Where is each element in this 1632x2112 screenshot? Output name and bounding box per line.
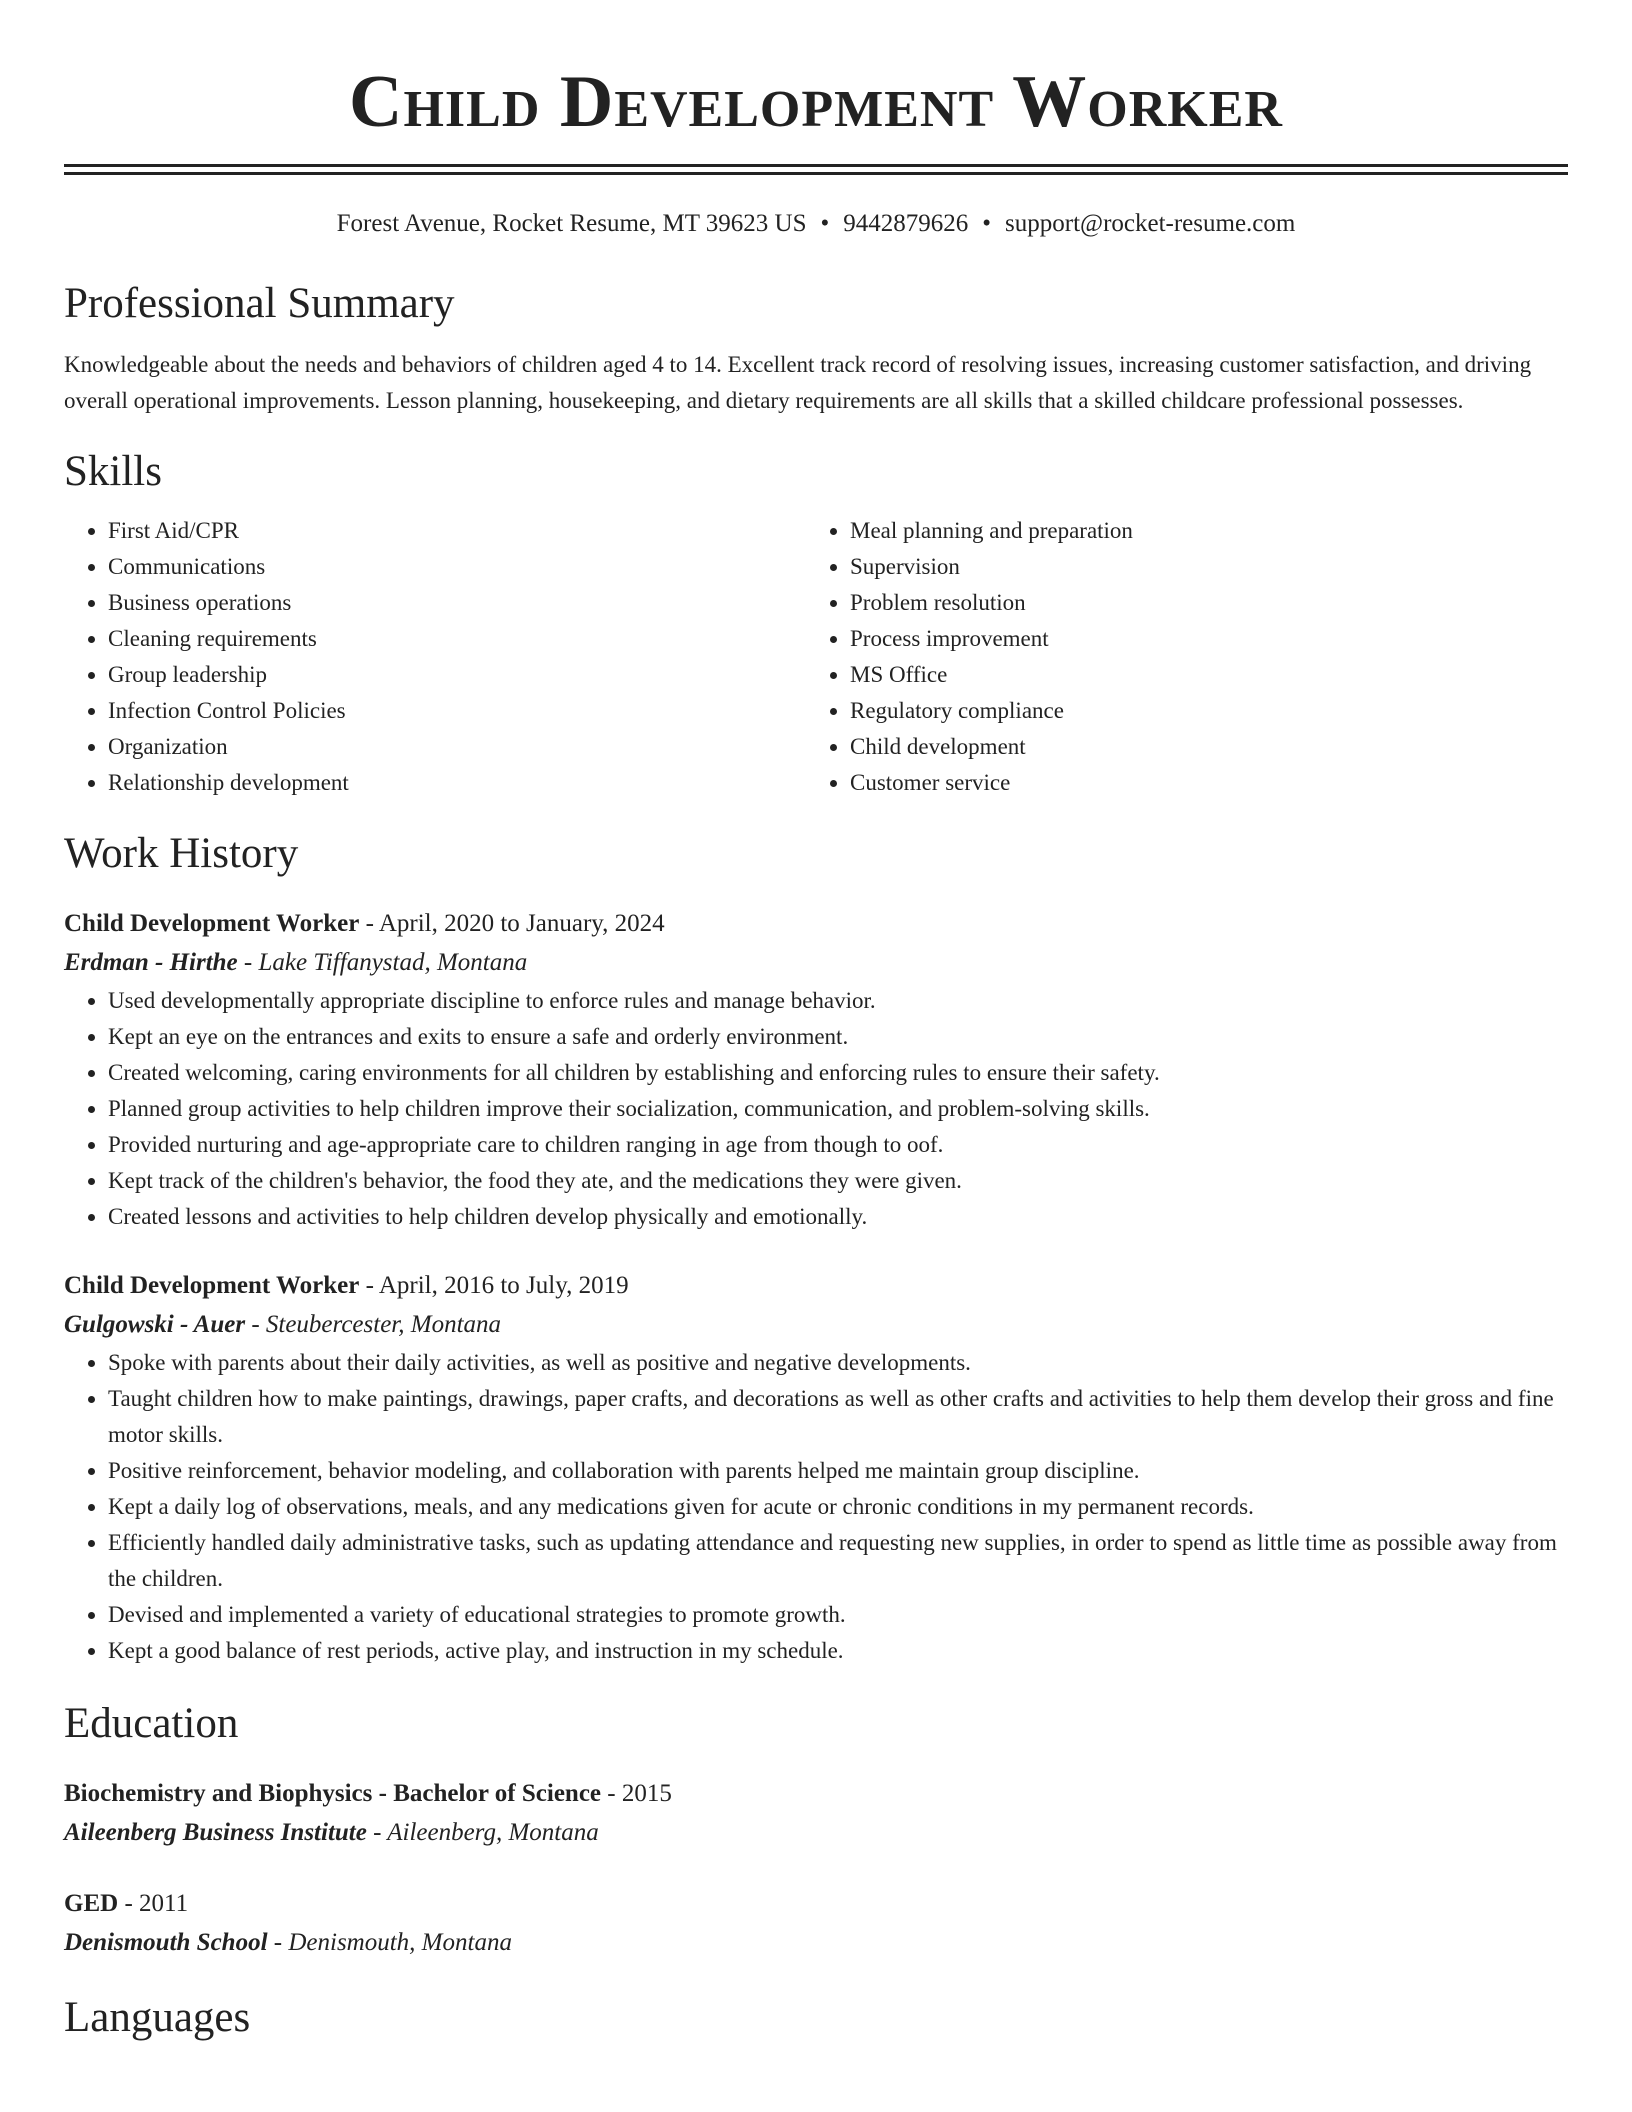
skill-item: • Communications <box>108 549 806 585</box>
degree-year: - 2015 <box>601 1780 672 1807</box>
degree: GED <box>64 1890 119 1917</box>
job-company-line <box>64 1305 1568 1345</box>
header-divider-top <box>64 164 1568 167</box>
job-role: Child Development Worker <box>64 910 360 937</box>
job-location: - Lake Tiffanystad, Montana <box>237 949 528 976</box>
school-name: Aileenberg Business Institute <box>64 1819 367 1846</box>
job-duties-list <box>64 983 1568 1235</box>
skills-list-right <box>806 513 1548 801</box>
job-title-line <box>64 1267 1568 1305</box>
skills-columns <box>64 513 1568 801</box>
skills-list-left <box>64 513 806 801</box>
job-role: Child Development Worker <box>64 1272 360 1299</box>
list-item: • Kept an eye on the entrances and exits to ensure a safe and orderly environment. <box>108 1019 1568 1055</box>
skill-item: • Supervision <box>850 549 1548 585</box>
resume-name: Child Development Worker <box>349 61 1283 143</box>
skill-item: • First Aid/CPR <box>108 513 806 549</box>
header-divider-bottom <box>64 172 1568 175</box>
skill-item: • Relationship development <box>108 765 806 801</box>
list-item: • Positive reinforcement, behavior modeling, and collaboration with parents helped me maintain group discipline. <box>108 1453 1568 1489</box>
skills-heading: Skills <box>64 448 162 495</box>
skill-item: • Business operations <box>108 585 806 621</box>
degree: Biochemistry and Biophysics - Bachelor of Science <box>64 1780 602 1807</box>
job-dates: - April, 2020 to January, 2024 <box>359 910 665 937</box>
school-location: - Aileenberg, Montana <box>366 1819 599 1846</box>
list-item: • Kept a daily log of observations, meals, and any medications given for acute or chronic conditions in my permanent records. <box>108 1489 1568 1525</box>
list-item: • Kept track of the children's behavior, the food they ate, and the medications they were given. <box>108 1163 1568 1199</box>
skill-item: • Organization <box>108 729 806 765</box>
job-company-line <box>64 943 1568 983</box>
degree-line <box>64 1885 1568 1923</box>
skill-item: • Meal planning and preparation <box>850 513 1548 549</box>
skill-item: • Process improvement <box>850 621 1548 657</box>
job-location: - Steubercester, Montana <box>245 1311 502 1338</box>
list-item: • Planned group activities to help children improve their socialization, communication, and problem-solving skills. <box>108 1091 1568 1127</box>
school-location: - Denismouth, Montana <box>267 1929 512 1956</box>
school-line <box>64 1923 1568 1963</box>
list-item: • Spoke with parents about their daily activities, as well as positive and negative developments. <box>108 1345 1568 1381</box>
contact-email: support@rocket-resume.com <box>1005 210 1296 237</box>
skill-item: • Infection Control Policies <box>108 693 806 729</box>
skill-item: • Regulatory compliance <box>850 693 1548 729</box>
contact-separator: • <box>820 210 830 237</box>
degree-line <box>64 1775 1568 1813</box>
skill-item: • Child development <box>850 729 1548 765</box>
list-item: • Provided nurturing and age-appropriate care to children ranging in age from though to oof. <box>108 1127 1568 1163</box>
skill-item: • Group leadership <box>108 657 806 693</box>
work-history-heading: Work History <box>64 830 299 877</box>
contact-separator: • <box>982 210 992 237</box>
resume-page <box>64 0 1568 2043</box>
languages-heading: Languages <box>64 1994 251 2041</box>
list-item: • Devised and implemented a variety of educational strategies to promote growth. <box>108 1597 1568 1633</box>
list-item: • Created lessons and activities to help children develop physically and emotionally. <box>108 1199 1568 1235</box>
contact-address: Forest Avenue, Rocket Resume, MT 39623 US <box>336 210 807 237</box>
job-title-line <box>64 905 1568 943</box>
list-item: • Efficiently handled daily administrative tasks, such as updating attendance and requesting new supplies, in order to spend as little time as possible away from the children. <box>108 1525 1568 1597</box>
job-company: Gulgowski - Auer <box>64 1311 246 1338</box>
summary-text: Knowledgeable about the needs and behaviors of children aged 4 to 14. Excellent track record of resolving issues, increasing customer satisfaction, and driving overall operational improvements. Lesson planning, housekeeping, and dietary requirements are all skills that a skilled childcare professional possesses. <box>64 352 1532 413</box>
skill-item: • Problem resolution <box>850 585 1548 621</box>
education-heading: Education <box>64 1700 239 1747</box>
list-item: • Used developmentally appropriate discipline to enforce rules and manage behavior. <box>108 983 1568 1019</box>
job-duties-list <box>64 1345 1568 1669</box>
contact-line <box>64 209 1568 239</box>
job-dates: - April, 2016 to July, 2019 <box>359 1272 629 1299</box>
contact-phone: 9442879626 <box>843 210 969 237</box>
list-item: • Created welcoming, caring environments for all children by establishing and enforcing rules to ensure their safety. <box>108 1055 1568 1091</box>
degree-year: - 2011 <box>118 1890 189 1917</box>
summary-heading: Professional Summary <box>64 280 455 327</box>
skill-item: • Cleaning requirements <box>108 621 806 657</box>
school-line <box>64 1813 1568 1853</box>
skill-item: • Customer service <box>850 765 1548 801</box>
list-item: • Taught children how to make paintings, drawings, paper crafts, and decorations as well as other crafts and activities to help them develop their gross and fine motor skills. <box>108 1381 1568 1453</box>
school-name: Denismouth School <box>64 1929 268 1956</box>
job-company: Erdman - Hirthe <box>64 949 238 976</box>
skill-item: • MS Office <box>850 657 1548 693</box>
list-item: • Kept a good balance of rest periods, active play, and instruction in my schedule. <box>108 1633 1568 1669</box>
